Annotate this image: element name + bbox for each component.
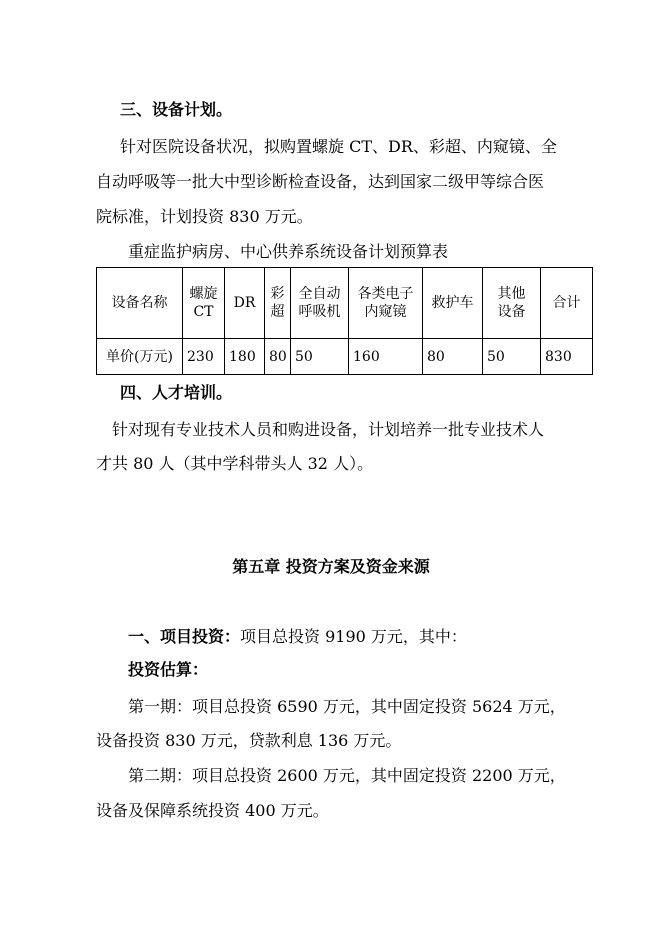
investment-line — [128, 627, 467, 647]
section3-paragraph-line2: 自动呼吸等一批大中型诊断检查设备，达到国家二级甲等综合医 — [96, 172, 545, 191]
investment-text: 项目总投资 9190 万元，其中： — [240, 627, 467, 646]
table-row — [97, 339, 593, 375]
value-ambulance: 80 — [423, 339, 483, 375]
section3-paragraph-line1: 针对医院设备状况，拟购置螺旋 CT、DR、彩超、内窥镜、全 — [120, 137, 557, 156]
estimate-heading: 投资估算： — [128, 660, 209, 679]
chapter-title: 第五章 投资方案及资金来源 — [232, 557, 430, 576]
header-other-equipment: 其他 设备 — [483, 268, 541, 339]
header-spiral-ct: 螺旋 CT — [183, 268, 225, 339]
section4-paragraph-line2: 才共 80 人（其中学科带头人 32 人）。 — [96, 454, 374, 473]
section3-heading: 三、设备计划。 — [120, 100, 233, 119]
header-dr: DR — [225, 268, 265, 339]
header-ambulance: 救护车 — [423, 268, 483, 339]
value-other-equipment: 50 — [483, 339, 541, 375]
value-ventilator: 50 — [291, 339, 349, 375]
budget-table — [96, 267, 593, 375]
value-spiral-ct: 230 — [183, 339, 225, 375]
header-ultrasound: 彩 超 — [265, 268, 291, 339]
phase2-line2: 设备及保障系统投资 400 万元。 — [96, 801, 329, 820]
table-title: 重症监护病房、中心供养系统设备计划预算表 — [128, 242, 449, 261]
phase1-line2: 设备投资 830 万元，贷款利息 136 万元。 — [96, 731, 402, 750]
section3-paragraph-line3: 院标准，计划投资 830 万元。 — [96, 207, 313, 226]
header-total: 合计 — [541, 268, 593, 339]
header-equipment-name: 设备名称 — [97, 268, 183, 339]
phase1-line1: 第一期：项目总投资 6590 万元，其中固定投资 5624 万元， — [128, 697, 566, 716]
table-header-row — [97, 268, 593, 339]
header-ventilator: 全自动 呼吸机 — [291, 268, 349, 339]
value-ultrasound: 80 — [265, 339, 291, 375]
value-total: 830 — [541, 339, 593, 375]
value-dr: 180 — [225, 339, 265, 375]
investment-label: 一、项目投资： — [128, 627, 241, 646]
section4-heading: 四、人才培训。 — [120, 383, 233, 402]
phase2-line1: 第二期：项目总投资 2600 万元，其中固定投资 2200 万元， — [128, 766, 566, 785]
value-endoscope: 160 — [349, 339, 423, 375]
row-label: 单价(万元) — [97, 339, 183, 375]
section4-paragraph-line1: 针对现有专业技术人员和购进设备，计划培养一批专业技术人 — [112, 420, 545, 439]
header-endoscope: 各类电子 内窥镜 — [349, 268, 423, 339]
